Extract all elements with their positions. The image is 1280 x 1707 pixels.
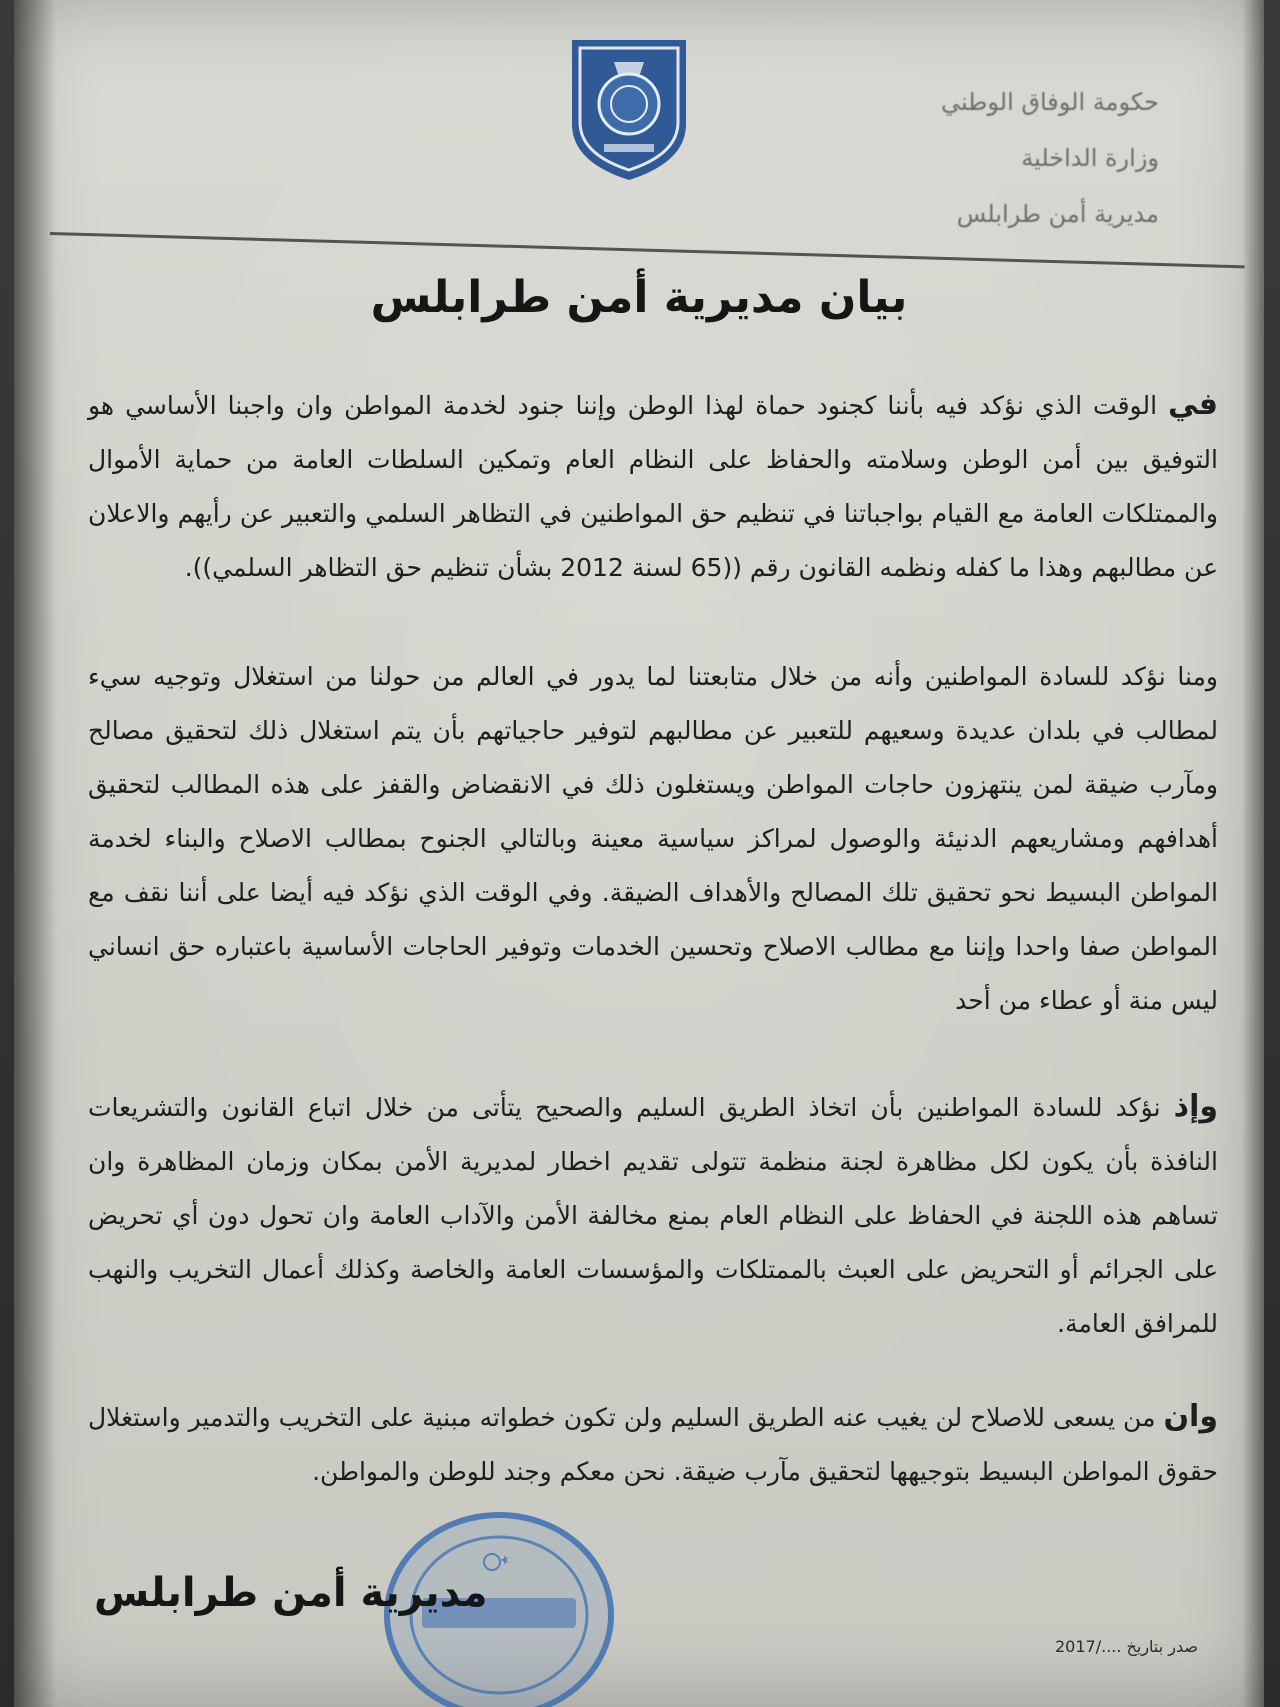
- header-government: حكومة الوفاق الوطني: [941, 88, 1159, 116]
- signature-directorate: مديرية أمن طرابلس: [94, 1570, 488, 1616]
- issue-date: صدر بتاريخ ..../2017: [1055, 1637, 1198, 1656]
- document-page: [14, 0, 1264, 1707]
- paragraph-2-text: ومنا نؤكد للسادة المواطنين وأنه من خلال متابعتنا لما يدور في العالم من حولنا من استغلال وتوجيه سيء لمطالب في بلدان عديدة وسعيهم للتعبير عن مطالبهم لتوفير حاجياتهم بأن يتم استغلال ذلك لتحقيق مصالح ومآرب ضيقة لمن ينتهزون حاجات المواطن ويستغلون ذلك في الانقضاض والقفز على هذه المطالب لتحقيق أهدافهم ومشاريعهم الدنيئة والوصول لمراكز سياسية معينة وبالتالي الجنوح بمطالب الاصلاح والبناء لخدمة المواطن البسيط نحو تحقيق تلك المصالح والأهداف الضيقة. وفي الوقت الذي نؤكد فيه أيضا على أننا نقف مع المواطن صفا واحدا وإننا مع مطالب الاصلاح وتحسين الخدمات وتوفير الحاجات الأساسية باعتباره حق انساني ليس منة أو عطاء من أحد: [88, 662, 1218, 1015]
- paragraph-2: [88, 650, 1218, 1028]
- ministry-header: [839, 74, 1159, 242]
- paragraph-3: [88, 1080, 1218, 1351]
- paragraph-3-text: نؤكد للسادة المواطنين بأن اتخاذ الطريق السليم والصحيح يتأتى من خلال اتباع القانون والتشريعات النافذة بأن يكون لكل مظاهرة لجنة منظمة تتولى تقديم اخطار لمديرية الأمن بمكان وزمان المظاهرة وان تساهم هذه اللجنة في الحفاظ على النظام العام بمنع مخالفة الأمن والآداب العامة وان تحول دون أي تحريض على الجرائم أو التحريض على العبث بالممتلكات والمؤسسات العامة والخاصة وكذلك أعمال التخريب والنهب للمرافق العامة.: [88, 1093, 1218, 1338]
- ministry-crest-logo: [564, 34, 694, 184]
- header-directorate: مديرية أمن طرابلس: [956, 200, 1159, 228]
- header-ministry: وزارة الداخلية: [1021, 144, 1159, 172]
- paragraph-4-lead: وان: [1163, 1399, 1218, 1434]
- page-shadow-right: [1242, 0, 1264, 1707]
- paragraph-4: [88, 1390, 1218, 1499]
- statement-title: بيان مديرية أمن طرابلس: [370, 272, 908, 323]
- paragraph-1: [88, 378, 1218, 595]
- paragraph-1-lead: في: [1168, 387, 1218, 422]
- page-shadow-left: [14, 0, 56, 1707]
- paragraph-4-text: من يسعى للاصلاح لن يغيب عنه الطريق السليم ولن تكون خطواته مبنية على التخريب والتدمير واستغلال حقوق المواطن البسيط بتوجيهها لتحقيق مآرب ضيقة. نحن معكم وجند للوطن والمواطن.: [88, 1403, 1218, 1486]
- paragraph-3-lead: وإذ: [1173, 1089, 1218, 1124]
- paragraph-1-text: الوقت الذي نؤكد فيه بأننا كجنود حماة لهذا الوطن وإننا جنود لخدمة المواطن وان واجبنا الأساسي هو التوفيق بين أمن الوطن وسلامته والحفاظ على النظام العام وتمكين السلطات العامة من حماية الأموال والممتلكات العامة مع القيام بواجباتنا في تنظيم حق المواطنين في التظاهر السلمي والتعبير عن رأيهم والاعلان عن مطالبهم وهذا ما كفله ونظمه القانون رقم ((65 لسنة 2012 بشأن تنظيم حق التظاهر السلمي)).: [88, 391, 1218, 582]
